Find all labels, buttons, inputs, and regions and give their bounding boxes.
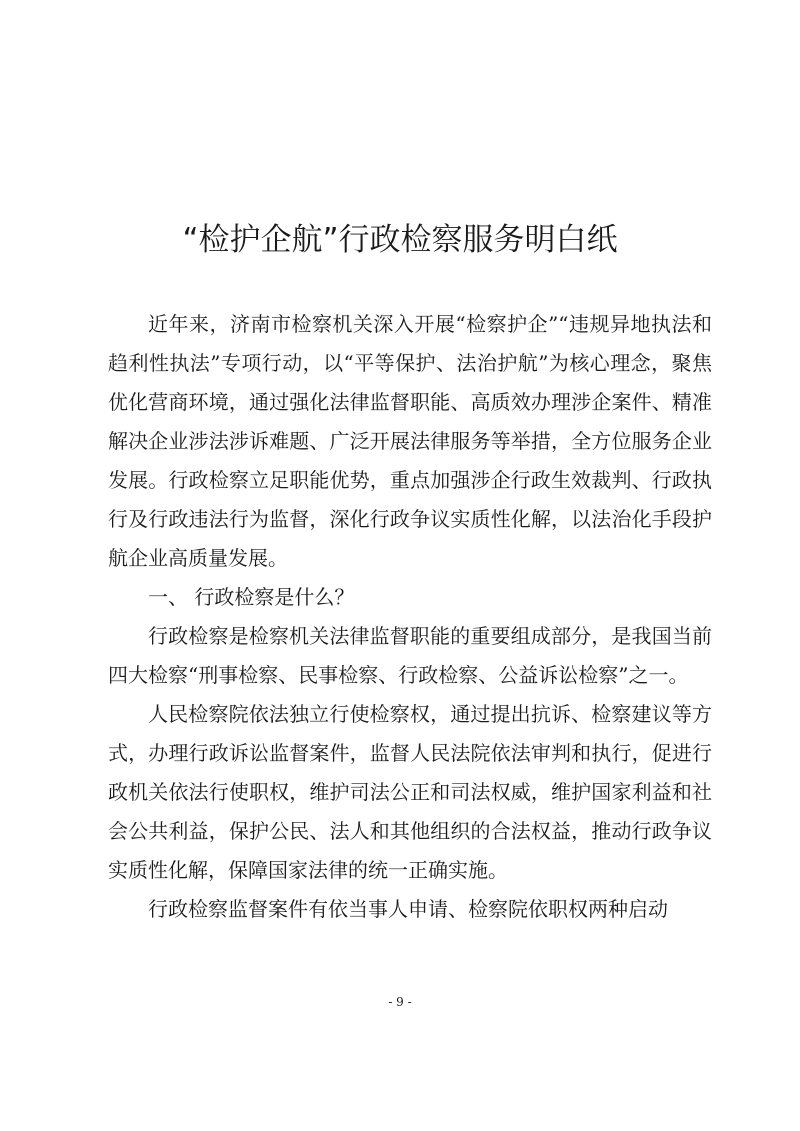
definition-paragraph: 行政检察是检察机关法律监督职能的重要组成部分，是我国当前四大检察“刑事检察、民事检察、行政检察、公益诉讼检察”之一。 (108, 624, 712, 687)
page-number: - 9 - (388, 995, 412, 1009)
intro-paragraph: 近年来，济南市检察机关深入开展“检察护企”“违规异地执法和趋利性执法”专项行动，以“平等保护、法治护航”为核心理念，聚焦优化营商环境，通过强化法律监督职能、高质效办理涉企案件、精准解决企业涉法涉诉难题、广泛开展法律服务等举措，全方位服务企业发展。行政检察立足职能优势，重点加强涉企行政生效裁判、行政执行及行政违法行为监督，深化行政争议实质性化解，以法治化手段护航企业高质量发展。 (108, 312, 712, 570)
document-body (108, 305, 712, 929)
case-start-paragraph: 行政检察监督案件有依当事人申请、检察院依职权两种启动 (148, 897, 668, 921)
document-title: “检护企航”行政检察服务明白纸 (182, 222, 618, 258)
powers-paragraph: 人民检察院依法独立行使检察权，通过提出抗诉、检察建议等方式，办理行政诉讼监督案件，监督人民法院依法审判和执行，促进行政机关依法行使职权，维护司法公正和司法权威，维护国家利益和社会公共利益，保护公民、法人和其他组织的合法权益，推动行政争议实质性化解，保障国家法律的统一正确实施。 (108, 702, 712, 882)
section-heading: 一、 行政检察是什么？ (148, 585, 355, 609)
